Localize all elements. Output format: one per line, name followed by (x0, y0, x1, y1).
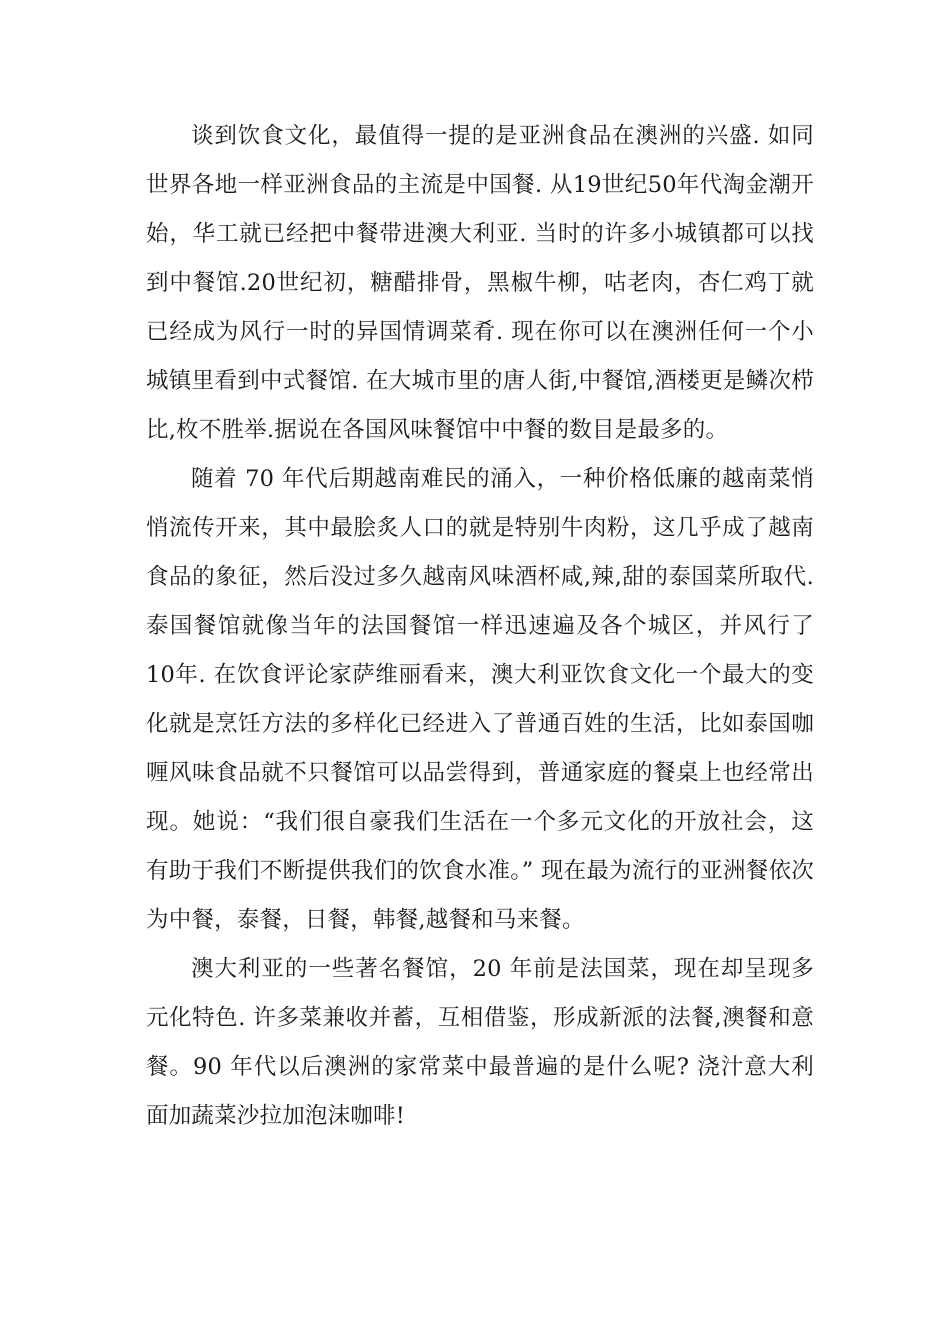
paragraph-vietnamese-thai-food: 随着 70 年代后期越南难民的涌入，一种价格低廉的越南菜悄悄流传开来，其中最脍炙人口的就是特别牛肉粉，这几乎成了越南食品的象征，然后没过多久越南风味酒杯咸,辣,甜的泰国菜所取代.泰国餐馆就像当年的法国餐馆一样迅速遍及各个城区，并风行了 10年. 在饮食评论家萨维丽看来，澳大利亚饮食文化一个最大的变化就是烹饪方法的多样化已经进入了普通百姓的生活，比如泰国咖喱风味食品就不只餐馆可以品尝得到，普通家庭的餐桌上也经常出现。她说：“我们很自豪我们生活在一个多元文化的开放社会，这有助于我们不断提供我们的饮食水准。” 现在最为流行的亚洲餐依次为中餐，泰餐，日餐，韩餐,越餐和马来餐。 (146, 466, 814, 933)
document-body (146, 112, 814, 1141)
paragraph-chinese-food: 谈到饮食文化，最值得一提的是亚洲食品在澳洲的兴盛. 如同世界各地一样亚洲食品的主流是中国餐. 从19世纪50年代淘金潮开始，华工就已经把中餐带进澳大利亚. 当时的许多小城镇都可以找到中餐馆.20世纪初，糖醋排骨，黑椒牛柳，咕老肉，杏仁鸡丁就已经成为风行一时的异国情调菜肴. 现在你可以在澳洲任何一个小城镇里看到中式餐馆. 在大城市里的唐人街,中餐馆,酒楼更是鳞次栉比,枚不胜举.据说在各国风味餐馆中中餐的数目是最多的。 (146, 123, 814, 443)
paragraph-famous-restaurants: 澳大利亚的一些著名餐馆，20 年前是法国菜，现在却呈现多元化特色. 许多菜兼收并蓄，互相借鉴，形成新派的法餐,澳餐和意餐。90 年代以后澳洲的家常菜中最普遍的是什么呢? 浇汁意大利面加蔬菜沙拉加泡沫咖啡! (146, 956, 814, 1129)
